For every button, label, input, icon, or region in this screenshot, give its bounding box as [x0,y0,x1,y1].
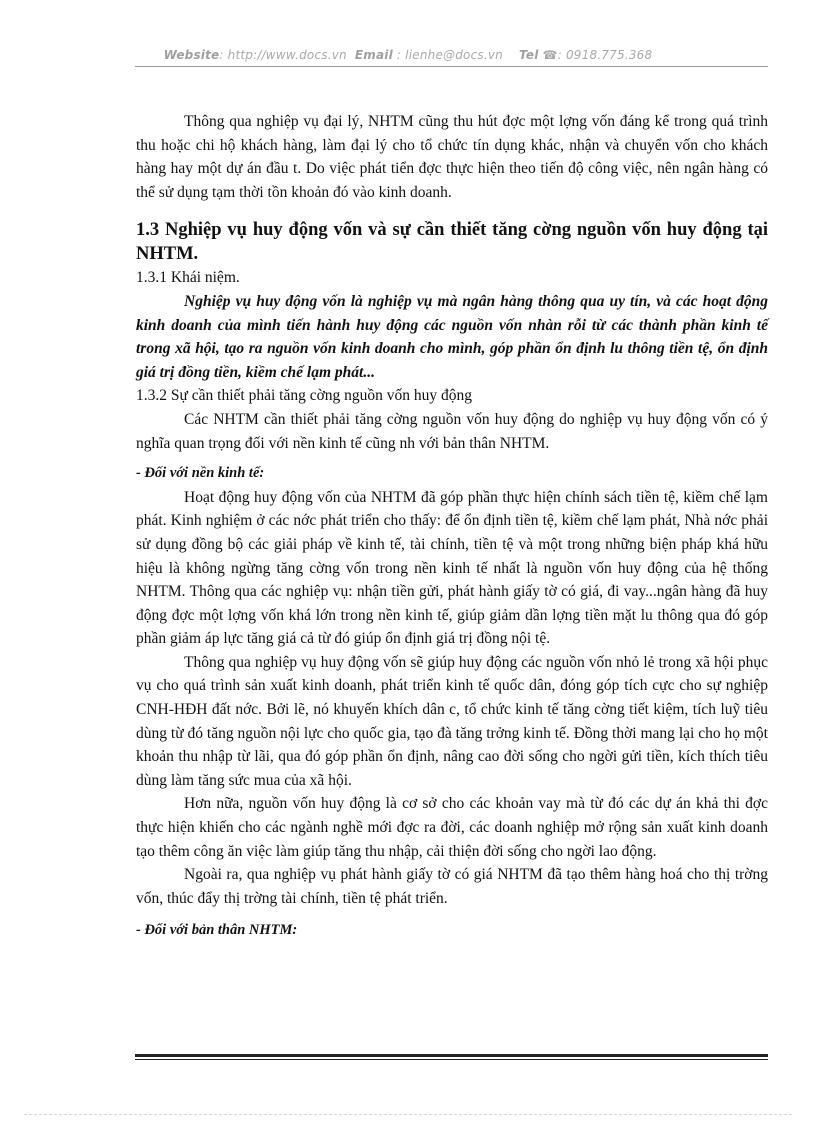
page-edge-dashed-line [24,1114,792,1115]
paragraph-necessity: Các NHTM cần thiết phải tăng cờng nguồn vốn huy động do nghiệp vụ huy động vốn có ý nghĩa quan trọng đối với nền kinh tế cũng nh với bản thân NHTM. [136,410,768,452]
tel-label: Tel [519,48,539,62]
footer-divider-thin [135,1059,768,1060]
paragraph-agency: Thông qua nghiệp vụ đại lý, NHTM cũng thu hút đợc một lợng vốn đáng kể trong quá trình thu hoặc chi hộ khách hàng, làm đại lý cho tổ chức tín dụng khác, nhận và chuyển vốn cho khách hàng hay một dự án đầu t. Do việc phát tiển đợc thực hiện theo tiến độ công việc, nên ngân hàng có thể sử dụng tạm thời tồn khoản đó vào kinh doanh. [136,113,768,201]
subheading-bank: - Đối với bản thân NHTM: [136,922,298,939]
section-heading-1-3: 1.3 Nghiệp vụ huy động vốn và sự cần thiết tăng cờng nguồn vốn huy động tại NHTM. [136,220,768,265]
website-label: Website [163,48,220,62]
paragraph-monetary-policy: Hoạt động huy động vốn của NHTM đã góp phần thực hiện chính sách tiền tệ, kiềm chế lạm phát. Kinh nghiệm ở các nớc phát triển cho thấy: để ổn định tiền tệ, kiềm chế lạm phát, Nhà nớc phải sử dụng đồng bộ các giải pháp về kinh tế, tài chính, tiền tệ và một trong những biện pháp khá hữu hiệu là không ngừng tăng cờng vốn trong nền kinh tế nhất là nguồn vốn huy động của hệ thống NHTM. Thông qua các nghiệp vụ: nhận tiền gửi, phát hành giấy tờ có giá, đi vay...ngân hàng đã huy động đợc một lợng vốn khá lớn trong nền kinh tế, giúp giảm dần lợng tiền mặt lu thông qua đó góp phần giảm áp lực tăng giá cả từ đó giúp ổn định giá trị đồng nội tệ. [136,488,768,648]
tel-value: : 0918.775.368 [557,48,653,62]
definition-paragraph: Nghiệp vụ huy động vốn là nghiệp vụ mà ngân hàng thông qua uy tín, và các hoạt động kinh doanh của mình tiến hành huy động các nguồn vốn nhàn rỗi từ các thành phần kinh tế trong xã hội, tạo ra nguồn vốn kinh doanh cho mình, góp phần ổn định lu thông tiền tệ, ổn định giá trị đồng tiền, kiềm chế lạm phát... [136,292,768,381]
section-heading-1-3-1: 1.3.1 Khái niệm. [136,269,240,287]
subheading-economy: - Đối với nền kinh tế: [136,465,265,482]
email-value[interactable]: : lienhe@docs.vn [392,48,503,62]
paragraph-small-funds: Thông qua nghiệp vụ huy động vốn sẽ giúp huy động các nguồn vốn nhỏ lẻ trong xã hội phục vụ cho quá trình sản xuất kinh doanh, phát triển kinh tế quốc dân, đóng góp tích cực cho sự nghiệp CNH-HĐH đất nớc. Bởi lẽ, nó khuyến khích dân c, tổ chức kinh tế tăng cờng tiết kiệm, tích luỹ tiêu dùng từ đó tăng nguồn nội lực cho quốc gia, tạo đà tăng trởng kinh tế. Đồng thời mang lại cho họ một khoản thu nhập từ lãi, qua đó góp phần ổn định, nâng cao đời sống cho ngời gửi tiền, kích thích tiêu dùng làm tăng sức mua của xã hội. [136,653,768,789]
phone-icon: ☎ [542,48,558,62]
email-label: Email [354,48,393,62]
document-body [136,110,768,943]
page-header [0,48,816,62]
section-heading-1-3-2: 1.3.2 Sự cần thiết phải tăng cờng nguồn vốn huy động [136,387,473,405]
website-value[interactable]: : http://www.docs.vn [219,48,347,62]
footer-divider-thick [135,1054,768,1057]
paragraph-securities: Ngoài ra, qua nghiệp vụ phát hành giấy tờ có giá NHTM đã tạo thêm hàng hoá cho thị trờng vốn, thúc đẩy thị trờng tài chính, tiền tệ phát triển. [136,866,768,907]
paragraph-loans: Hơn nữa, nguồn vốn huy động là cơ sở cho các khoản vay mà từ đó các dự án khả thi đợc thực hiện khiến cho các ngành nghề mới đợc ra đời, các doanh nghiệp mở rộng sản xuất kinh doanh tạo thêm công ăn việc làm giúp tăng thu nhập, cải thiện đời sống cho ngời lao động. [136,795,768,860]
header-divider [135,66,768,67]
